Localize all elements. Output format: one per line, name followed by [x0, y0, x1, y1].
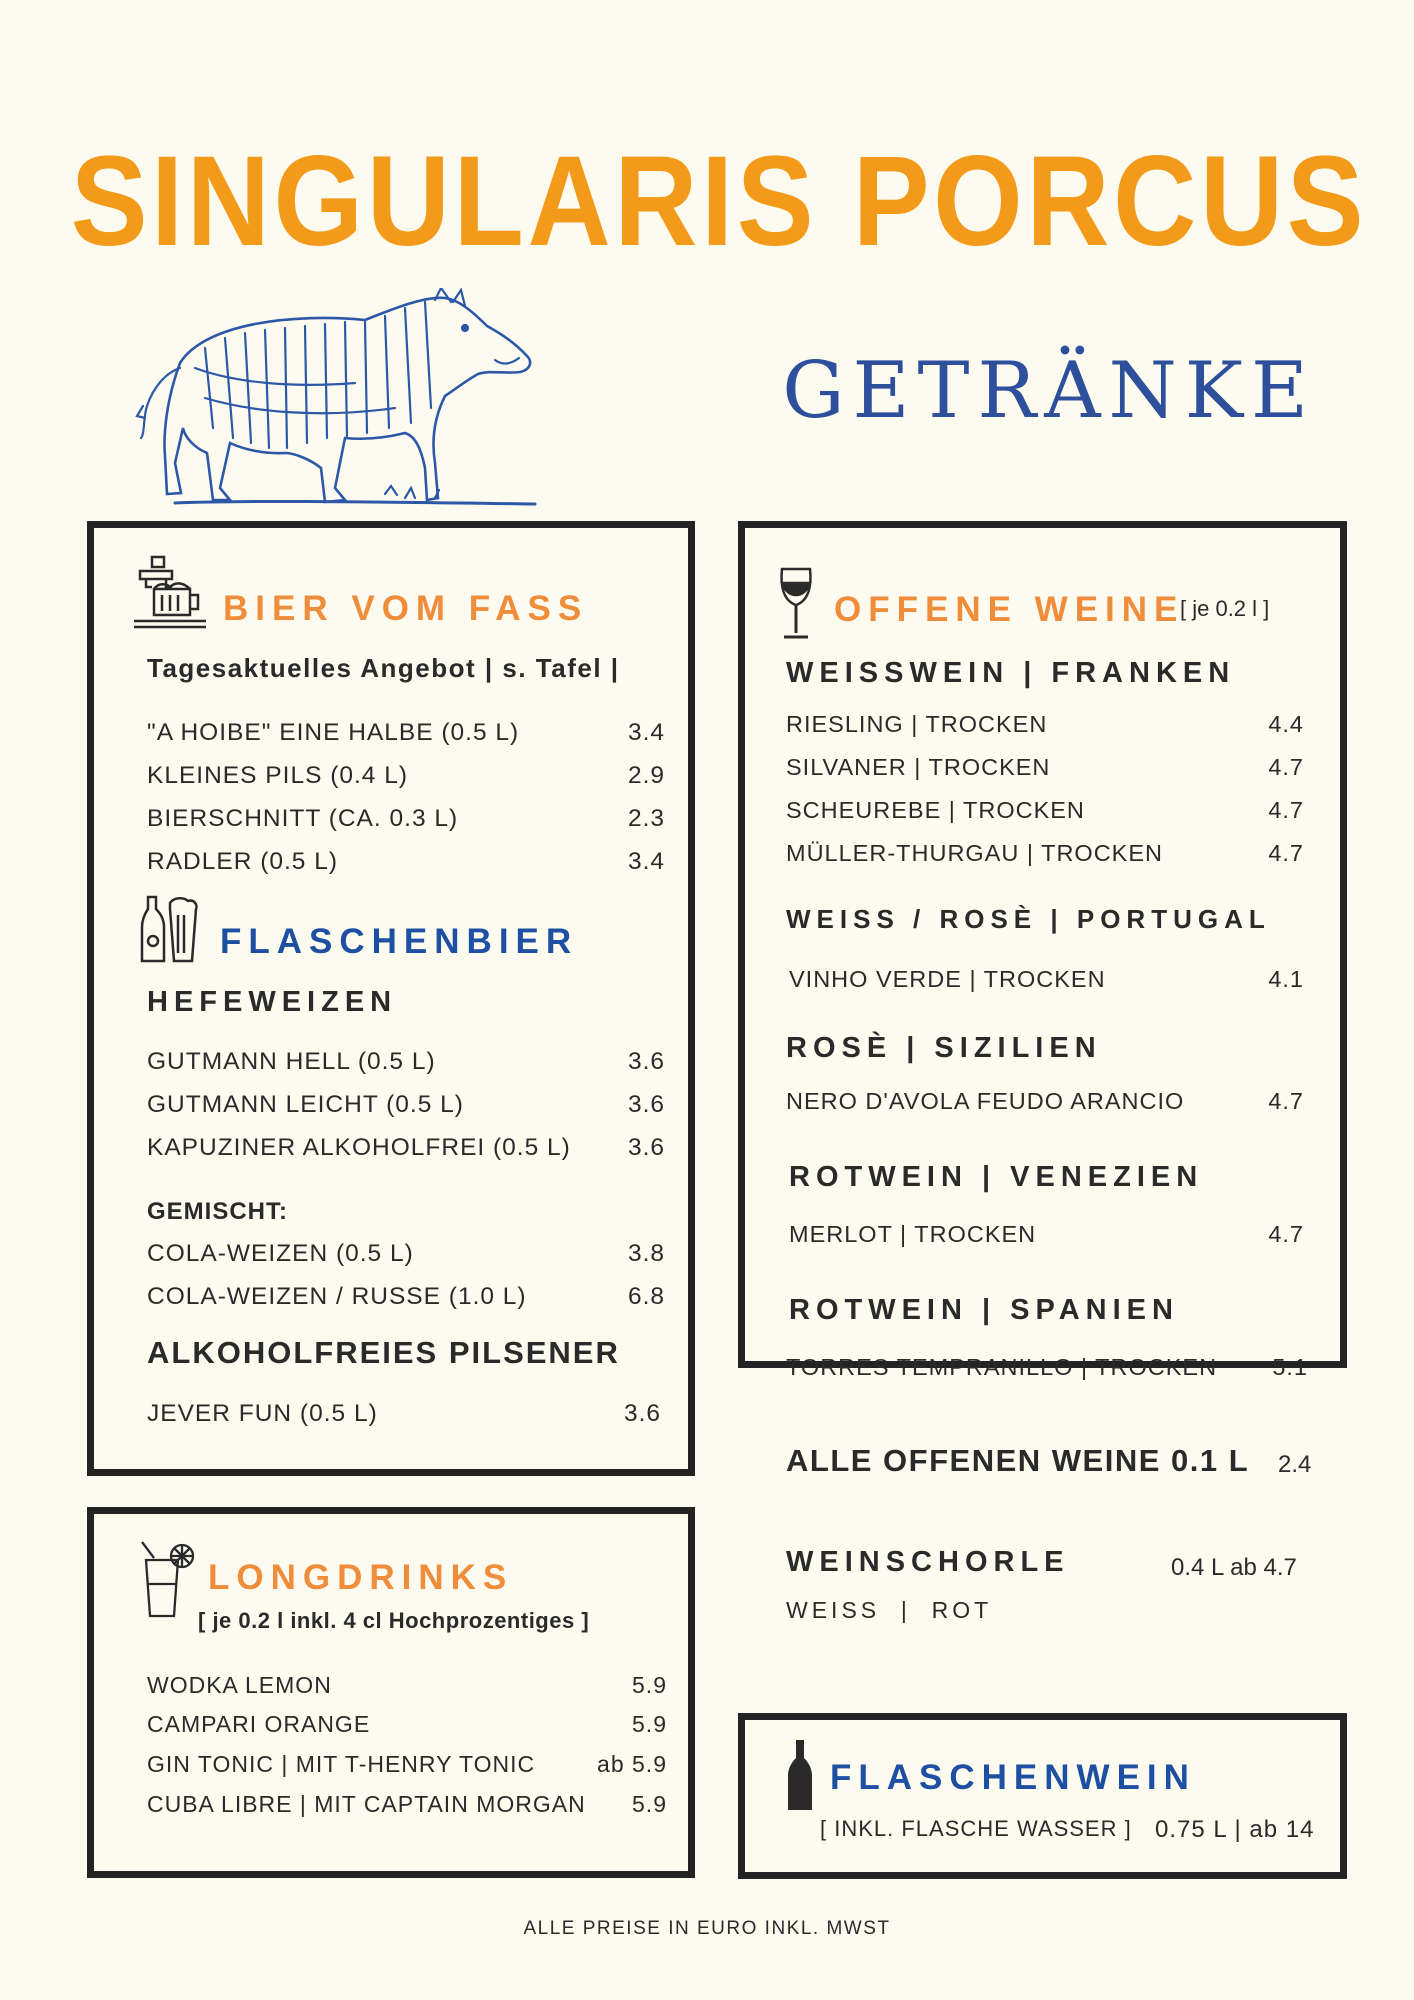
offene-weine-note: [ je 0.2 l ]: [1180, 596, 1270, 621]
gemischt-heading: GEMISCHT:: [147, 1198, 288, 1225]
flaschenwein-price: 0.75 L | ab 14: [1155, 1816, 1315, 1843]
list-item: GUTMANN HELL (0.5 L) 3.6: [147, 1048, 665, 1075]
beer-bottles-icon: [140, 893, 200, 965]
beer-tap-icon: [132, 553, 212, 633]
list-item: SCHEUREBE | TROCKEN 4.7: [786, 797, 1304, 823]
hefeweizen-heading: HEFEWEIZEN: [147, 986, 398, 1018]
footer-note: ALLE PREISE IN EURO INKL. MWST: [523, 1918, 891, 1939]
venezien-heading: ROTWEIN | VENEZIEN: [789, 1161, 1204, 1193]
bier-vom-fass-subtitle: Tagesaktuelles Angebot | s. Tafel |: [147, 653, 620, 683]
small-glass-heading: ALLE OFFENEN WEINE 0.1 L: [786, 1443, 1250, 1478]
weinschorle-heading: WEINSCHORLE: [786, 1546, 1070, 1578]
wine-glass-icon: [776, 565, 816, 641]
list-item: VINHO VERDE | TROCKEN 4.1: [789, 966, 1304, 992]
weinschorle-price: 0.4 L ab 4.7: [1171, 1554, 1297, 1581]
menu-subtitle: GETRÄNKE: [782, 346, 1316, 436]
list-item: RADLER (0.5 L) 3.4: [147, 848, 665, 875]
list-item: CAMPARI ORANGE 5.9: [147, 1711, 667, 1737]
pilsener-heading: ALKOHOLFREIES PILSENER: [147, 1335, 620, 1370]
menu-title: SINGULARIS PORCUS: [70, 130, 1368, 273]
section-title-flaschenwein: FLASCHENWEIN: [830, 1758, 1196, 1797]
boar-illustration: [135, 288, 545, 528]
section-title-offene-weine: OFFENE WEINE: [834, 590, 1185, 629]
list-item: GIN TONIC | MIT T-HENRY TONIC ab 5.9: [147, 1751, 667, 1777]
weinschorle-sub: WEISS | ROT: [786, 1597, 993, 1623]
section-title-bier-vom-fass: BIER VOM FASS: [223, 589, 589, 628]
list-item: CUBA LIBRE | MIT CAPTAIN MORGAN 5.9: [147, 1791, 667, 1817]
list-item: "A HOIBE" EINE HALBE (0.5 L) 3.4: [147, 719, 665, 746]
weisswein-heading: WEISSWEIN | FRANKEN: [786, 657, 1236, 689]
list-item: JEVER FUN (0.5 L) 3.6: [147, 1400, 661, 1427]
section-title-flaschenbier: FLASCHENBIER: [220, 922, 579, 961]
cocktail-glass-icon: [136, 1540, 198, 1620]
list-item: WODKA LEMON 5.9: [147, 1672, 667, 1698]
list-item: BIERSCHNITT (CA. 0.3 L) 2.3: [147, 805, 665, 832]
wine-bottle-icon: [788, 1740, 812, 1810]
list-item: MÜLLER-THURGAU | TROCKEN 4.7: [786, 840, 1304, 866]
list-item: SILVANER | TROCKEN 4.7: [786, 754, 1304, 780]
small-glass-price: 2.4: [1278, 1451, 1312, 1478]
list-item: MERLOT | TROCKEN 4.7: [789, 1221, 1304, 1247]
section-title-longdrinks: LONGDRINKS: [208, 1558, 514, 1597]
spanien-heading: ROTWEIN | SPANIEN: [789, 1294, 1179, 1326]
list-item: COLA-WEIZEN (0.5 L) 3.8: [147, 1240, 665, 1267]
list-item: NERO D'AVOLA FEUDO ARANCIO 4.7: [786, 1088, 1304, 1114]
portugal-heading: WEISS / ROSÈ | PORTUGAL: [786, 904, 1271, 934]
longdrinks-subtitle: [ je 0.2 l inkl. 4 cl Hochprozentiges ]: [198, 1608, 590, 1633]
sizilien-heading: ROSÈ | SIZILIEN: [786, 1032, 1102, 1064]
list-item: COLA-WEIZEN / RUSSE (1.0 L) 6.8: [147, 1283, 665, 1310]
list-item: GUTMANN LEICHT (0.5 L) 3.6: [147, 1091, 665, 1118]
list-item: TORRES TEMPRANILLO | TROCKEN 5.1: [786, 1354, 1308, 1380]
list-item: RIESLING | TROCKEN 4.4: [786, 711, 1304, 737]
list-item: KAPUZINER ALKOHOLFREI (0.5 L) 3.6: [147, 1134, 665, 1161]
flaschenwein-note: [ INKL. FLASCHE WASSER ]: [820, 1816, 1132, 1841]
list-item: KLEINES PILS (0.4 L) 2.9: [147, 762, 665, 789]
